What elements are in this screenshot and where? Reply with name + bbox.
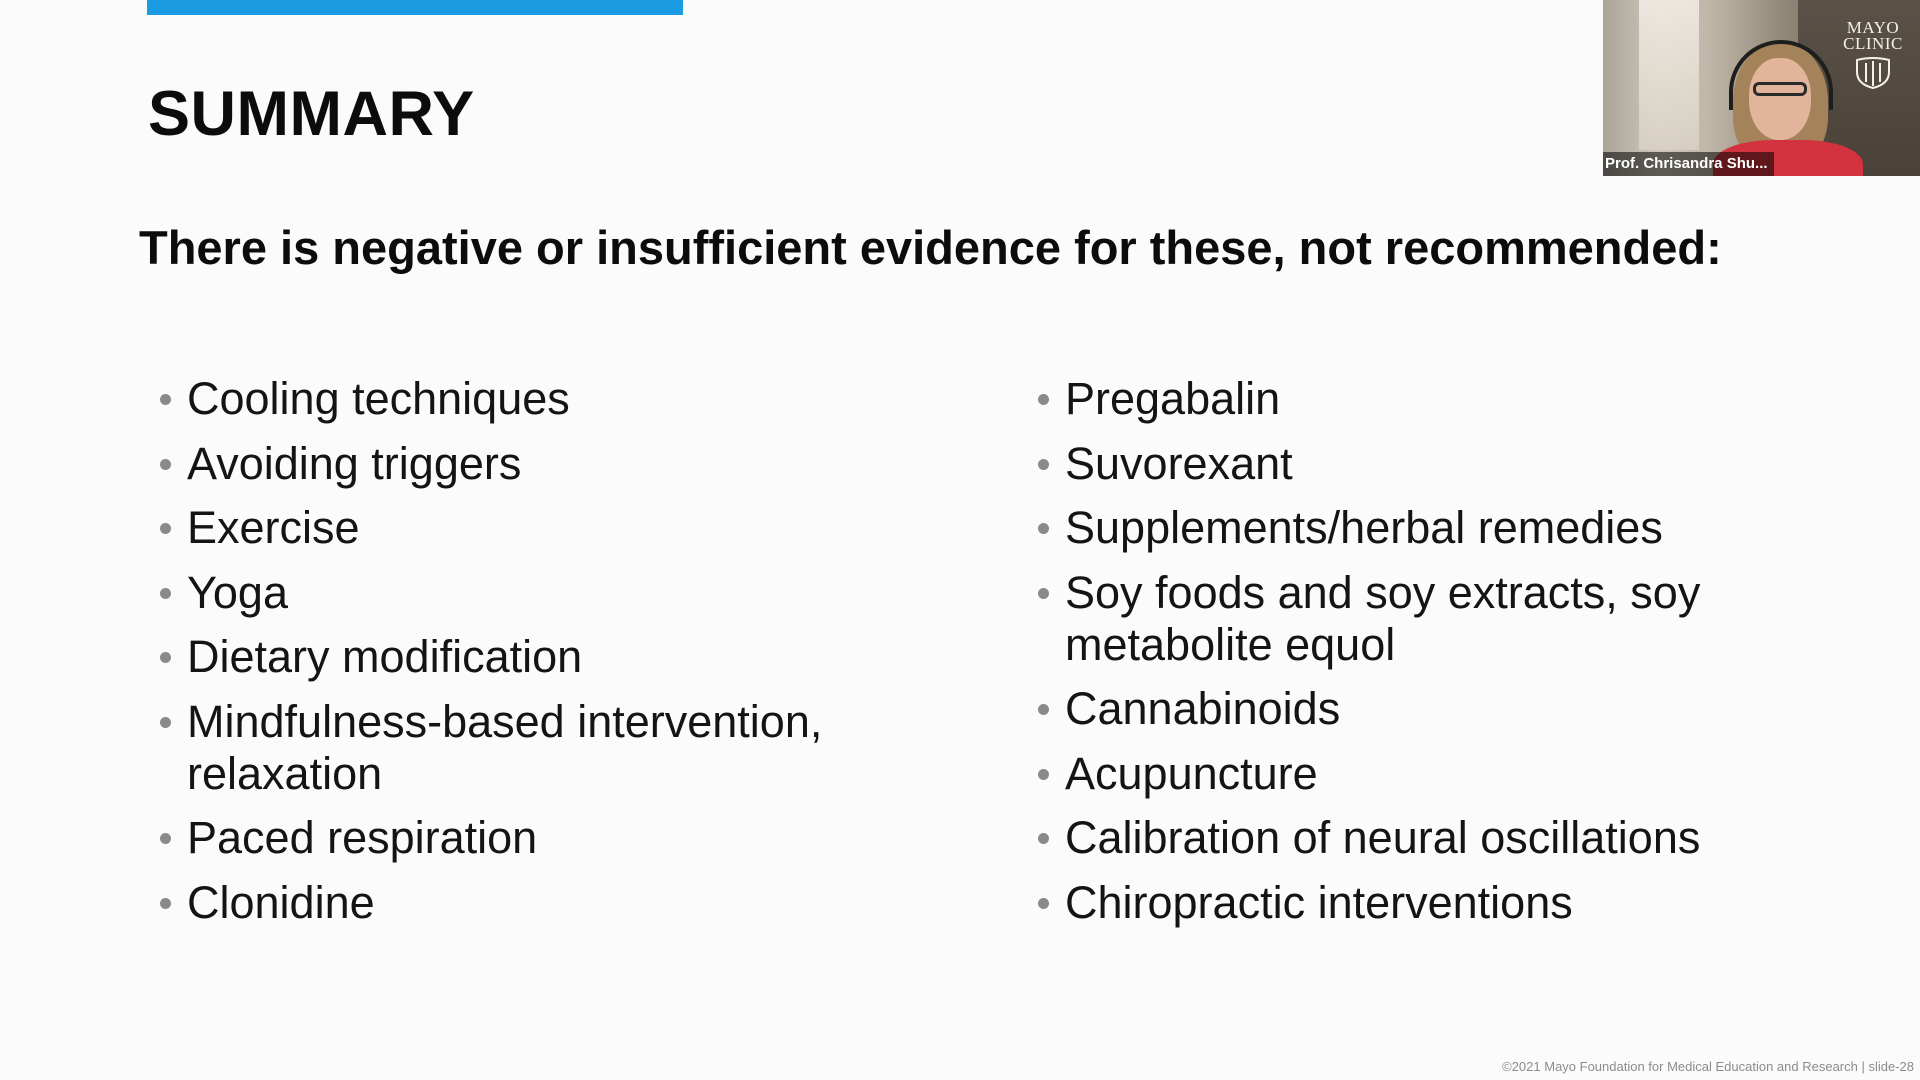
list-item-label: Mindfulness-based intervention, relaxation: [187, 695, 823, 799]
slide-subtitle: There is negative or insufficient evidence for these, not recommended:: [139, 221, 1722, 274]
speaker-video-thumbnail[interactable]: [1603, 0, 1920, 176]
left-bullet-list: [160, 373, 900, 941]
list-item: [160, 696, 900, 800]
list-item-label: Supplements/herbal remedies: [1065, 502, 1663, 553]
mayo-clinic-logo: [1838, 20, 1908, 90]
list-item: [160, 812, 900, 864]
logo-text-line2: CLINIC: [1843, 34, 1903, 53]
bullet-icon: [1038, 588, 1049, 599]
bullet-icon: [160, 833, 171, 844]
bullet-icon: [1038, 833, 1049, 844]
bullet-icon: [160, 523, 171, 534]
list-item: [1038, 812, 1798, 864]
list-item: [1038, 567, 1798, 671]
list-item: [160, 373, 900, 425]
list-item: [1038, 438, 1798, 490]
mayo-shield-icon: [1853, 56, 1893, 90]
bullet-icon: [160, 459, 171, 470]
list-item-label: Exercise: [187, 502, 360, 553]
bullet-icon: [160, 717, 171, 728]
accent-bar: [147, 0, 683, 15]
bullet-icon: [1038, 898, 1049, 909]
list-item-label: Cannabinoids: [1065, 683, 1341, 734]
list-item-label: Calibration of neural oscillations: [1065, 812, 1701, 863]
list-item: [160, 502, 900, 554]
list-item: [1038, 877, 1798, 929]
list-item-label: Dietary modification: [187, 631, 583, 682]
background-window: [1639, 0, 1699, 150]
list-item-label: Clonidine: [187, 876, 375, 928]
list-item: [160, 567, 900, 619]
bullet-icon: [160, 652, 171, 663]
list-item: [160, 631, 900, 683]
list-item-label: Soy foods and soy extracts, soy metabolite equol: [1065, 566, 1701, 670]
list-item: [1038, 373, 1798, 425]
list-item: [1038, 502, 1798, 554]
bullet-icon: [160, 394, 171, 405]
list-item-label: Cooling techniques: [187, 373, 570, 424]
bullet-icon: [1038, 394, 1049, 405]
right-bullet-list: [1038, 373, 1798, 941]
bullet-icon: [1038, 459, 1049, 470]
bullet-icon: [1038, 704, 1049, 715]
list-item: [160, 438, 900, 490]
list-item: [160, 877, 900, 929]
list-item-label: Avoiding triggers: [187, 437, 522, 489]
logo-text-line1: MAYO: [1846, 18, 1900, 37]
bullet-icon: [1038, 523, 1049, 534]
slide-title: SUMMARY: [148, 79, 475, 149]
list-item-label: Chiropractic interventions: [1065, 876, 1573, 928]
list-item-label: Pregabalin: [1065, 373, 1281, 424]
bullet-icon: [160, 898, 171, 909]
bullet-icon: [1038, 769, 1049, 780]
list-item-label: Paced respiration: [187, 812, 538, 863]
list-item: [1038, 683, 1798, 735]
bullet-icon: [160, 588, 171, 599]
list-item-label: Acupuncture: [1065, 747, 1318, 799]
list-item-label: Suvorexant: [1065, 437, 1293, 489]
slide-footer: ©2021 Mayo Foundation for Medical Education and Research | slide-28: [1502, 1059, 1914, 1074]
speaker-name-label: Prof. Chrisandra Shu...: [1603, 152, 1774, 176]
list-item: [1038, 748, 1798, 800]
list-item-label: Yoga: [187, 566, 288, 618]
